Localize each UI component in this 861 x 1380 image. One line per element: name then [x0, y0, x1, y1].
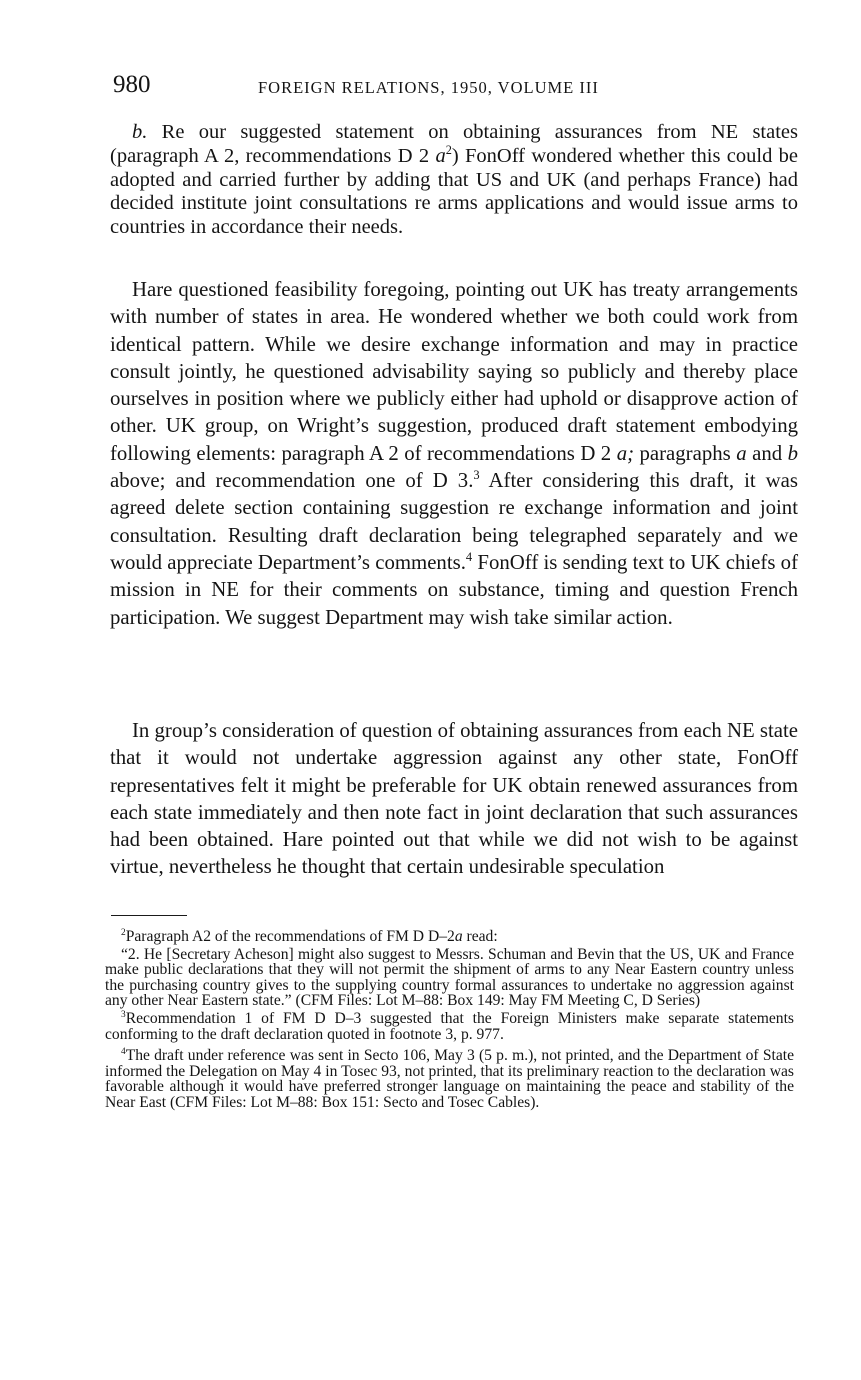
footnote-ref-4: 4 [465, 550, 473, 565]
footnote-ref-3: 3 [473, 468, 480, 483]
paragraph-label: b. [132, 121, 148, 143]
footnote-3: $^3$Recommendation 1 of FM D D–3 suggested that the Foreign Ministers make separate statements conforming to the draft declaration quoted in footnote 3, p. 977. [105, 1009, 794, 1043]
body-paragraph-3: In group’s consideration of question of obtaining assurances from each NE state that it would not undertake aggression against any other state, FonOff representatives felt it might be preferable for UK obtain renewed assurances from each state immediately and then note fact in joint declaration that such assurances had been obtained. Hare pointed out that while we did not wish to be against virtue, nevertheless he thought that certain undesirable speculation [110, 719, 798, 879]
body-paragraph-2: Hare questioned feasibility foregoing, pointing out UK has treaty arrangements with number of states in area. He wondered whether we both could work from identical pattern. While we desire exchange information and may in practice consult jointly, he questioned advisability saying so publicly and thereby place ourselves in position where we publicly either had uphold or disapprove action of other. UK group, on Wright’s suggestion, produced draft statement embodying following elements: paragraph A 2 of recommendations D 2 a; paragraphs a and b above; and recommendation one of D 3.$^3$ After considering this draft, it was agreed delete section containing suggestion re exchange information and joint consultation. Resulting draft declaration being telegraphed separately and we would appreciate Department’s comments.$^4$ FonOff is sending text to UK chiefs of mission in NE for their comments on substance, timing and question French participation. We suggest Department may wish take similar action. [110, 278, 798, 629]
footnote-divider [111, 915, 187, 916]
footnote-4: $^4$The draft under reference was sent in Secto 106, May 3 (5 p. m.), not printed, and the Department of State informed the Delegation on May 4 in Tosec 93, not printed, that its preliminary reaction to the declaration was favorable although it would have preferred stronger language on maintaining the peace and stability of the Near East (CFM Files: Lot M–88: Box 151: Secto and Tosec Cables). [105, 1046, 794, 1111]
footnote-marker: 4 [121, 1046, 126, 1057]
footnote-2-quote: “2. He [Secretary Acheson] might also suggest to Messrs. Schuman and Bevin that the US, UK and France make public declarations that they will not permit the shipment of arms to any Near Eastern country unless the purchasing country gives to the supplying country formal assurances to undertake no aggression against any other Near Eastern state.” (CFM Files: Lot M–88: Box 149: May FM Meeting C, D Series) [105, 945, 794, 1010]
body-paragraph-1: b. Re our suggested statement on obtaining assurances from NE states (paragraph A 2, recommendations D 2 $a^2$) FonOff wondered whether this could be adopted and carried further by adding that US and UK (and perhaps France) had decided institute joint consultations re arms applications and would issue arms to countries in accordance their needs. [110, 121, 799, 239]
running-title: FOREIGN RELATIONS, 1950, VOLUME III [258, 78, 599, 97]
footnote-marker: 2 [121, 927, 126, 938]
footnote-2: $^2$Paragraph A2 of the recommendations of FM D D–2a read: [121, 927, 498, 945]
footnote-ref-2: 2 [445, 142, 452, 157]
footnotes [105, 929, 794, 1111]
page-number: 980 [113, 71, 151, 98]
page-header [113, 70, 803, 104]
footnote-marker: 3 [121, 1009, 126, 1020]
